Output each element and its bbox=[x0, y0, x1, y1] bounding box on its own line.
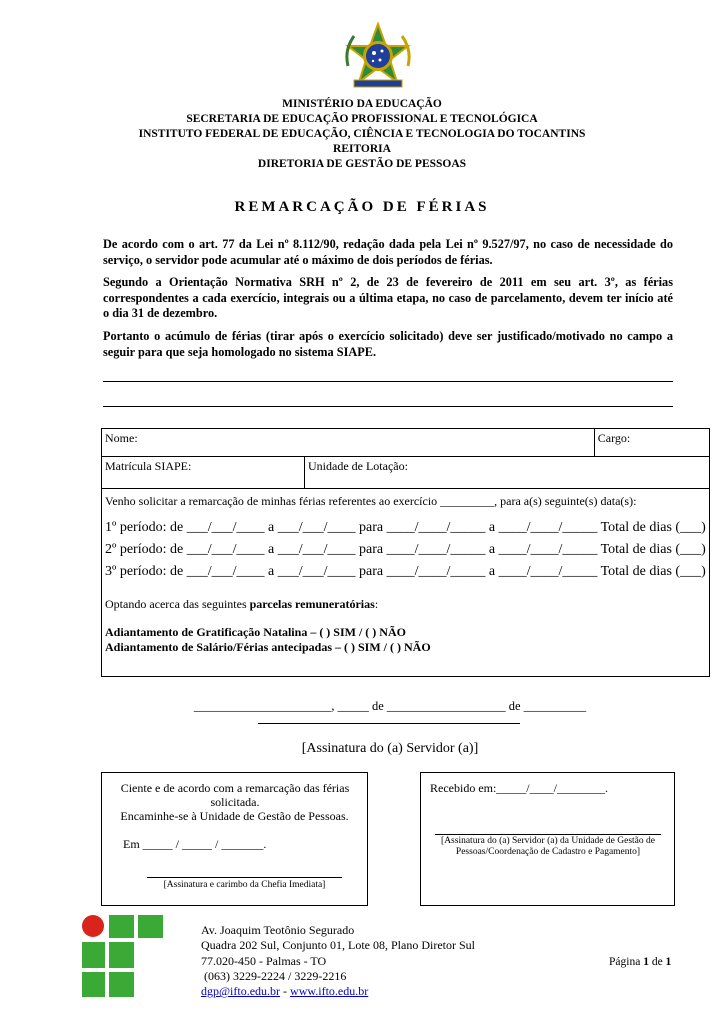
footer-cep: 77.020-450 - Palmas - TO bbox=[201, 953, 327, 968]
date-line[interactable]: ______________________, _____ de ___________________ de __________ bbox=[193, 699, 587, 713]
cargo-field[interactable] bbox=[594, 429, 709, 457]
salario-option[interactable]: Adiantamento de Salário/Férias antecipadas – ( ) SIM / ( ) NÃO bbox=[105, 640, 431, 654]
website-link[interactable]: www.ifto.edu.br bbox=[290, 984, 369, 999]
recebido-signature-line[interactable] bbox=[435, 834, 661, 835]
header-block bbox=[0, 97, 724, 172]
footer-address bbox=[201, 923, 475, 999]
chefia-date-field[interactable]: Em _____ / _____ / _______. bbox=[123, 837, 267, 851]
footer-links bbox=[201, 984, 475, 999]
page-current: 1 bbox=[643, 956, 649, 968]
cargo-label: Cargo: bbox=[597, 431, 631, 445]
page-mid: de bbox=[648, 956, 666, 968]
document-title: REMARCAÇÃO DE FÉRIAS bbox=[234, 199, 490, 215]
recebido-signature-label: [Assinatura do (a) Servidor (a) da Unidade de Gestão de Pessoas/Coordenação de Cadastro e Pagamento] bbox=[441, 836, 655, 857]
servidor-signature-label: [Assinatura do (a) Servidor (a)] bbox=[301, 741, 479, 756]
page-number bbox=[609, 956, 671, 968]
paragraph-justificativa: Portanto o acúmulo de férias (tirar após o exercício solicitado) deve ser justificado/motivado no campo a seguir para que seja homologado no sistema SIAPE. bbox=[103, 329, 673, 359]
servidor-signature-line[interactable] bbox=[258, 723, 520, 724]
page-total: 1 bbox=[665, 956, 672, 968]
footer-link-separator: - bbox=[280, 984, 291, 999]
footer-street: Av. Joaquim Teotônio Segurado bbox=[201, 923, 355, 937]
footer-quadra: Quadra 202 Sul, Conjunto 01, Lote 08, Plano Diretor Sul bbox=[201, 938, 475, 953]
gratificacao-option[interactable]: Adiantamento de Gratificação Natalina – ( ) SIM / ( ) NÃO bbox=[105, 625, 406, 639]
optando-bold: parcelas remuneratórias bbox=[249, 597, 375, 611]
unidade-field[interactable] bbox=[305, 457, 710, 489]
ifto-logo bbox=[80, 914, 166, 1000]
request-form-table bbox=[101, 428, 710, 677]
footer-phone: (063) 3229-2224 / 3229-2216 bbox=[201, 968, 347, 983]
page-prefix: Página bbox=[609, 956, 644, 968]
chefia-signature-label: [Assinatura e carimbo da Chefia Imediata] bbox=[163, 880, 326, 890]
matricula-field[interactable] bbox=[102, 457, 305, 489]
optando-text bbox=[105, 597, 706, 612]
periods-section bbox=[102, 489, 710, 677]
nome-label: Nome: bbox=[105, 431, 138, 445]
header-directorate: DIRETORIA DE GESTÃO DE PESSOAS bbox=[257, 158, 467, 170]
coat-of-arms-emblem bbox=[343, 22, 413, 94]
chefia-encaminhe-text: Encaminhe-se à Unidade de Gestão de Pessoas. bbox=[120, 809, 349, 823]
header-reitoria: REITORIA bbox=[333, 143, 391, 155]
justification-line-2[interactable] bbox=[103, 406, 673, 407]
email-link[interactable]: dgp@ifto.edu.br bbox=[201, 984, 281, 999]
solicito-text: Venho solicitar a remarcação de minhas férias referentes ao exercício _________, para a(s) seguinte(s) data(s): bbox=[105, 494, 637, 508]
header-secretariat: SECRETARIA DE EDUCAÇÃO PROFISSIONAL E TECNOLÓGICA bbox=[186, 113, 538, 125]
chefia-signature-line[interactable] bbox=[147, 877, 342, 878]
header-institute: INSTITUTO FEDERAL DE EDUCAÇÃO, CIÊNCIA E TECNOLOGIA DO TOCANTINS bbox=[138, 128, 586, 140]
nome-field[interactable] bbox=[102, 429, 595, 457]
paragraph-orientacao: Segundo a Orientação Normativa SRH nº 2, de 23 de fevereiro de 2011 em seu art. 3º, as férias correspondentes a cada exercício, integrais ou a última etapa, no caso de parcelamento, devem ter início até o dia 31 de dezembro. bbox=[103, 275, 673, 320]
header-ministry: MINISTÉRIO DA EDUCAÇÃO bbox=[282, 98, 442, 110]
period-1-row[interactable]: 1º período: de ___/___/____ a ___/___/____ para ____/____/_____ a ____/____/_____ Total de dias (___) bbox=[105, 520, 706, 535]
paragraph-lei: De acordo com o art. 77 da Lei nº 8.112/90, redação dada pela Lei nº 9.527/97, no caso de necessidade do serviço, o servidor pode acumular até o máximo de dois períodos de férias. bbox=[103, 237, 673, 267]
unidade-label: Unidade de Lotação: bbox=[308, 459, 408, 473]
optando-prefix: Optando acerca das seguintes bbox=[105, 597, 250, 611]
chefia-box bbox=[101, 772, 368, 906]
justification-line-1[interactable] bbox=[103, 381, 673, 382]
matricula-label: Matrícula SIAPE: bbox=[105, 459, 192, 473]
recebido-box bbox=[420, 772, 675, 906]
chefia-ciente-text: Ciente e de acordo com a remarcação das férias solicitada. bbox=[120, 781, 350, 809]
recebido-date-field[interactable]: Recebido em:_____/____/________. bbox=[430, 781, 608, 795]
period-3-row[interactable]: 3º período: de ___/___/____ a ___/___/____ para ____/____/_____ a ____/____/_____ Total de dias (___) bbox=[105, 564, 706, 579]
period-2-row[interactable]: 2º período: de ___/___/____ a ___/___/____ para ____/____/_____ a ____/____/_____ Total de dias (___) bbox=[105, 542, 706, 557]
optando-suffix: : bbox=[374, 597, 379, 611]
